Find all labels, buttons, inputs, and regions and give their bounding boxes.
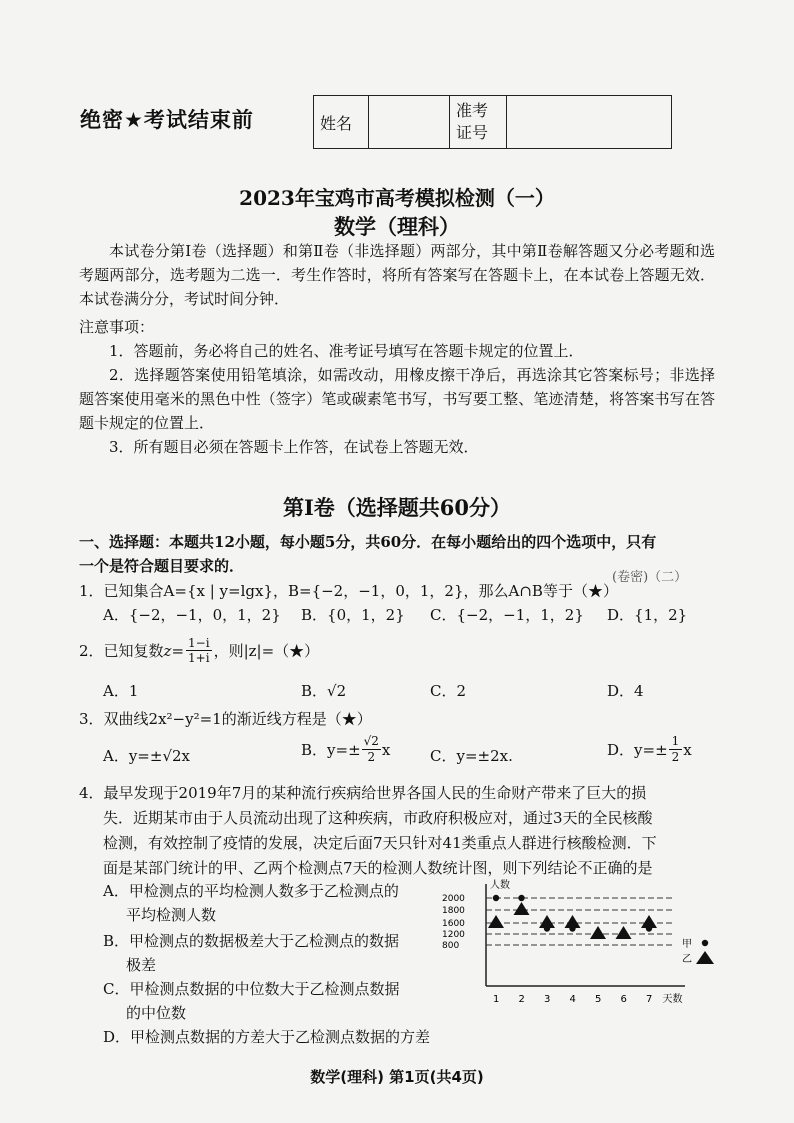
q4-option-c-cont: 的中位数 <box>126 1004 187 1022</box>
section-title: 第Ⅰ卷（选择题共60分） <box>282 495 512 520</box>
x-axis-label: 天数 <box>662 994 683 1005</box>
q4-option-d: D．甲检测点数据的方差大于乙检测点数据的方差 <box>103 1028 431 1046</box>
notice-heading: 注意事项： <box>79 318 155 336</box>
question-3-stem: 3．双曲线2x²−y²=1的渐近线方程是（★） <box>79 710 372 728</box>
stamp-mark: (卷密)（二） <box>612 570 688 585</box>
q2-option-b: B．√2 <box>301 682 347 700</box>
data-point-yi <box>488 915 504 928</box>
name-label: 姓名 <box>314 96 369 149</box>
exam-subtitle: 数学（理科） <box>334 215 460 239</box>
name-field <box>369 96 450 149</box>
question-4-line: 面是某部门统计的甲、乙两个检测点7天的检测人数统计图，则下列结论不正确的是 <box>103 859 653 877</box>
q1-option-b: B．{0，1，2} <box>301 606 405 624</box>
x-tick-label: 1 <box>493 994 500 1005</box>
candidate-info-box <box>313 95 672 149</box>
q4-option-a-cont: 平均检测人数 <box>126 906 217 924</box>
data-point-yi <box>539 915 555 928</box>
data-point-jia <box>518 895 524 901</box>
data-point-yi <box>590 926 606 939</box>
q3-option-d: D．y=± $\frac{1}{2}$ x <box>607 734 692 764</box>
question-1-stem: 1．已知集合A={x | y=lgx}，B={−2，−1，0，1，2}，那么A∩B等于（★） <box>79 582 618 600</box>
y-tick-label: 2000 <box>442 894 465 904</box>
q1-option-a: A．{−2，−1，0，1，2} <box>103 606 281 624</box>
q1-option-c: C．{−2，−1，1，2} <box>430 606 584 624</box>
legend-marker-jia <box>702 940 708 946</box>
y-tick-label: 1600 <box>442 919 465 929</box>
notice-item: 2．选择题答案使用铅笔填涂，如需改动，用橡皮擦干净后，再选涂其它答案标号；非选择题答案使用毫米的黑色中性（签字）笔或碳素笔书写，书写要工整、笔迹清楚，将答案书写在答题卡规定的位置上． <box>79 366 715 432</box>
y-tick-label: 1800 <box>442 906 465 916</box>
y-tick-label: 1200 <box>442 930 465 940</box>
data-point-yi <box>616 926 632 939</box>
question-2-stem: 2．已知复数 z= $\frac{1-i}{1+i}$ ，则|z|=（★） <box>79 636 320 665</box>
q4-option-c: C．甲检测点数据的中位数大于乙检测点数据 <box>103 980 400 998</box>
q3-option-b: B．y=± $\frac{√2}{2}$ x <box>301 734 391 764</box>
exam-id-label: 准考 证号 <box>450 96 507 149</box>
x-tick-label: 7 <box>646 994 653 1005</box>
notice-item: 3．所有题目必须在答题卡上作答，在试卷上答题无效． <box>109 438 479 456</box>
q2-option-d: D．4 <box>607 682 644 700</box>
q1-option-d: D．{1，2} <box>607 606 688 624</box>
data-point-yi <box>565 915 581 928</box>
fraction: $\frac{1-i}{1+i}$ <box>188 636 210 665</box>
question-4-line: 失．近期某市由于人员流动出现了这种疾病，市政府积极应对，通过3天的全民核酸 <box>103 809 653 827</box>
y-tick-label: 800 <box>442 941 460 951</box>
exam-id-field <box>507 96 672 149</box>
q2-option-a: A．1 <box>103 682 139 700</box>
q4-option-b-cont: 极差 <box>126 956 157 974</box>
page-footer: 数学(理科) 第1页(共4页) <box>310 1068 484 1086</box>
legend-label-yi: 乙 <box>682 954 692 965</box>
part-intro-cont: 一个是符合题目要求的． <box>79 557 245 575</box>
legend-marker-yi <box>696 951 714 964</box>
q3-option-a: A．y=±√2x <box>103 747 191 765</box>
data-point-jia <box>493 895 499 901</box>
data-point-yi <box>514 902 530 915</box>
question-4-line: 4．最早发现于2019年7月的某种流行疾病给世界各国人民的生命财产带来了巨大的损 <box>79 784 647 802</box>
x-tick-label: 6 <box>620 994 627 1005</box>
question-4-line: 检测，有效控制了疫情的发展，决定后面7天只针对41类重点人群进行核酸检测．下 <box>103 834 657 852</box>
q4-option-b: B．甲检测点的数据极差大于乙检测点的数据 <box>103 932 400 950</box>
y-axis-label: 人数 <box>490 880 510 891</box>
intro-paragraph: 本试卷分第Ⅰ卷（选择题）和第Ⅱ卷（非选择题）两部分，其中第Ⅱ卷解答题又分必考题和选考题两部分，选考题为二选一．考生作答时，将所有答案写在答题卡上，在本试卷上答题无效．本试卷满分分，考试时间分钟． <box>79 242 715 308</box>
x-tick-label: 3 <box>544 994 551 1005</box>
confidential-label: 绝密★考试结束前 <box>80 108 254 132</box>
data-point-yi <box>641 915 657 928</box>
x-tick-label: 4 <box>569 994 576 1005</box>
part-intro: 一、选择题：本题共12小题，每小题5分，共60分．在每小题给出的四个选项中，只有 <box>79 533 657 551</box>
notice-item: 1．答题前，务必将自己的姓名、准考证号填写在答题卡规定的位置上． <box>109 342 584 360</box>
x-tick-label: 2 <box>518 994 525 1005</box>
exam-title: 2023年宝鸡市高考模拟检测（一） <box>239 186 555 210</box>
detection-count-chart <box>440 876 720 1006</box>
legend-label-jia: 甲 <box>682 939 692 950</box>
x-tick-label: 5 <box>595 994 602 1005</box>
q2-option-c: C．2 <box>430 682 467 700</box>
q3-option-c: C．y=±2x. <box>430 747 513 765</box>
q4-option-a: A．甲检测点的平均检测人数多于乙检测点的 <box>103 882 399 900</box>
